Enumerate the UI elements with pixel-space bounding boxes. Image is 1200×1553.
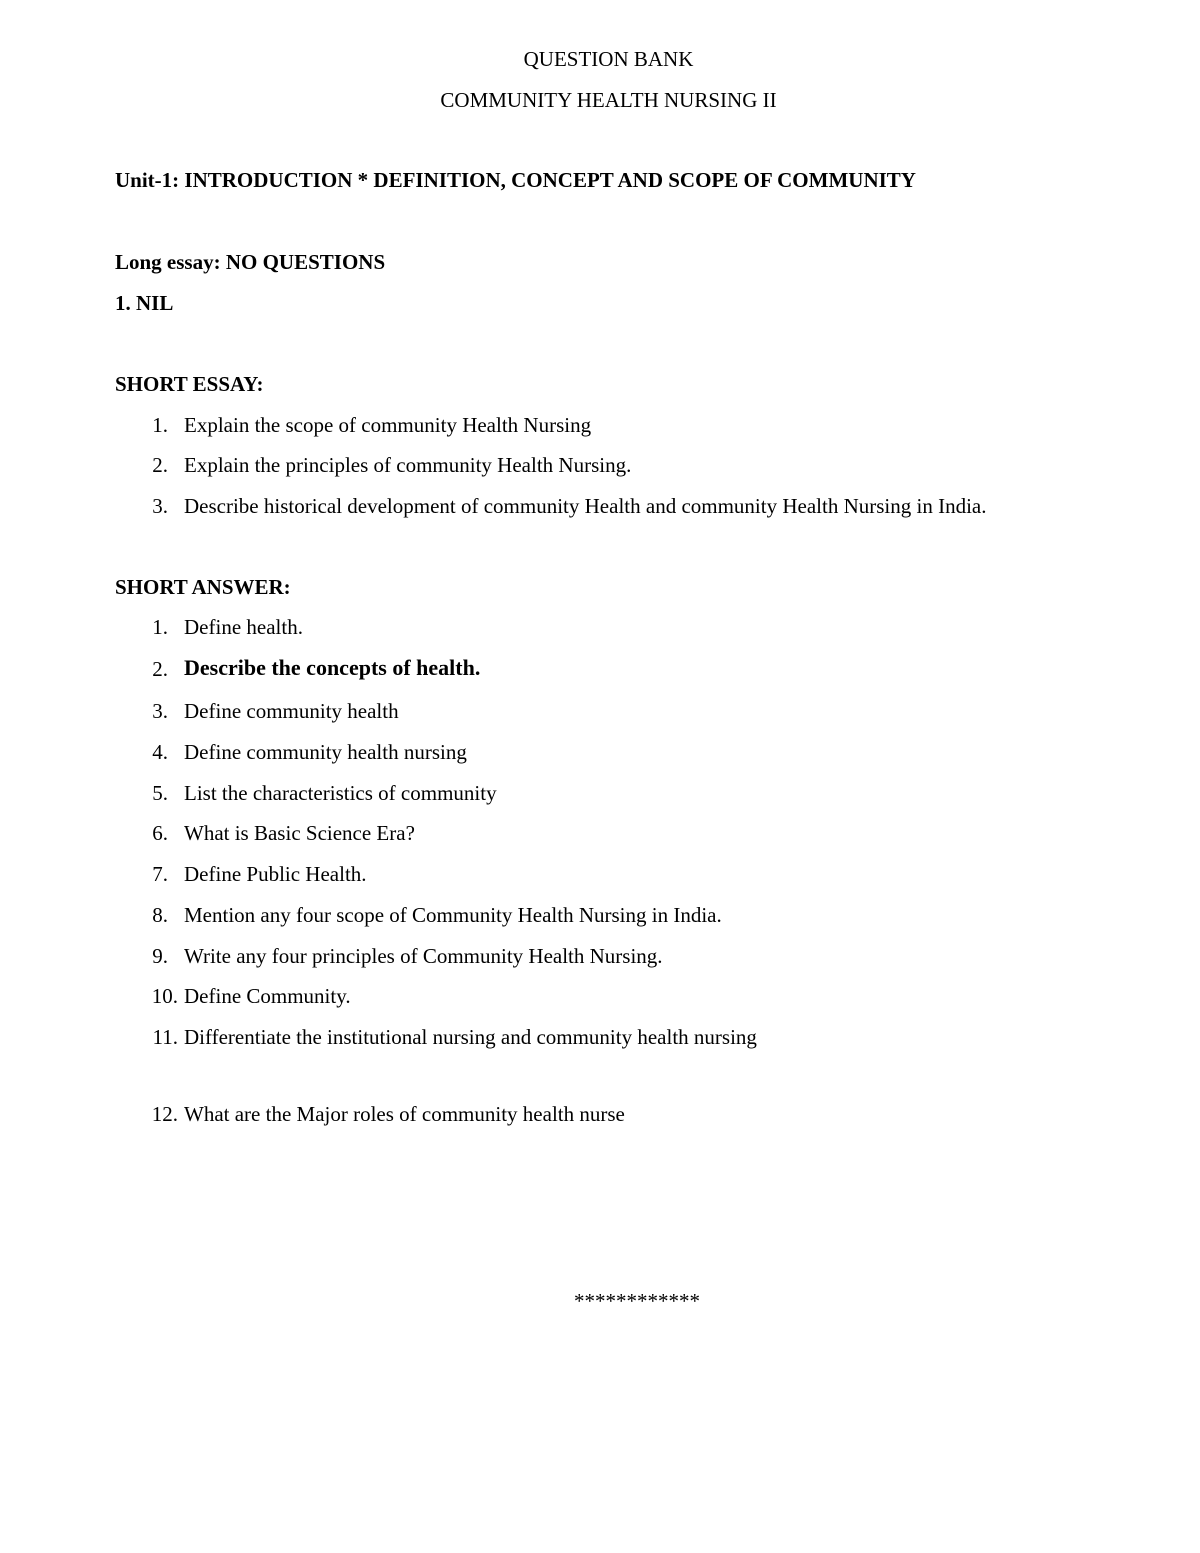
short-answer-label: SHORT ANSWER: xyxy=(115,575,291,599)
list-item-number: 2. xyxy=(152,453,168,477)
list-item-number: 4. xyxy=(152,740,168,764)
list-item-number: 1. xyxy=(152,413,168,437)
list-item-text: What are the Major roles of community health nurse xyxy=(184,1102,625,1126)
list-item-text: Define Community. xyxy=(184,984,351,1008)
list-item-number: 5. xyxy=(152,781,168,805)
list-item-number: 3. xyxy=(152,494,168,518)
list-item-number: 9. xyxy=(152,944,168,968)
list-item-text: Describe historical development of community Health and community Health Nursing in India. xyxy=(184,494,987,518)
list-item-text: Define Public Health. xyxy=(184,862,367,886)
document-subtitle: COMMUNITY HEALTH NURSING II xyxy=(440,88,777,112)
list-item-text: Explain the principles of community Health Nursing. xyxy=(184,453,632,477)
long-essay-label: Long essay: NO QUESTIONS xyxy=(115,250,386,274)
list-item-number: 6. xyxy=(152,821,168,845)
list-item-number: 1. xyxy=(152,615,168,639)
short-essay-label: SHORT ESSAY: xyxy=(115,372,264,396)
list-item-number: 3. xyxy=(152,699,168,723)
list-item-text: Define health. xyxy=(184,615,303,639)
list-item-text: Differentiate the institutional nursing and community health nursing xyxy=(184,1025,757,1049)
list-item-text: Write any four principles of Community Health Nursing. xyxy=(184,944,663,968)
end-separator: ************ xyxy=(574,1289,700,1313)
long-essay-item: 1. NIL xyxy=(115,291,174,315)
list-item-text: What is Basic Science Era? xyxy=(184,821,415,845)
list-item-number: 8. xyxy=(152,903,168,927)
list-item-number: 7. xyxy=(152,862,168,886)
list-item-text: List the characteristics of community xyxy=(184,781,497,805)
list-item-number: 11. xyxy=(152,1025,178,1049)
list-item-text: Define community health nursing xyxy=(184,740,467,764)
list-item-number: 12. xyxy=(151,1102,178,1126)
unit-heading: Unit-1: INTRODUCTION * DEFINITION, CONCEPT AND SCOPE OF COMMUNITY xyxy=(115,168,916,192)
list-item-text: Explain the scope of community Health Nursing xyxy=(184,413,592,437)
list-item-text: Mention any four scope of Community Health Nursing in India. xyxy=(184,903,722,927)
list-item-text: Describe the concepts of health. xyxy=(184,655,481,680)
list-item-text: Define community health xyxy=(184,699,399,723)
list-item-number: 2. xyxy=(152,657,168,681)
document-title: QUESTION BANK xyxy=(523,47,694,71)
list-item-number: 10. xyxy=(151,984,178,1008)
